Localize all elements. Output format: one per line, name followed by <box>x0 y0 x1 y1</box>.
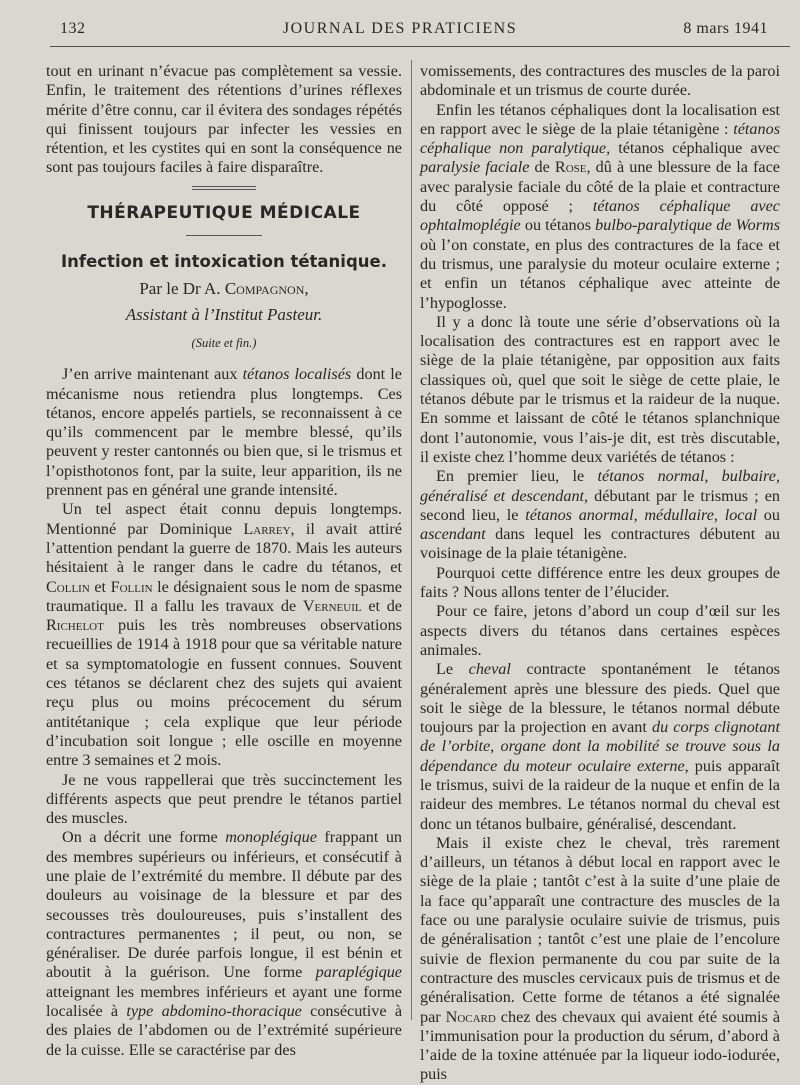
paragraph-r6: Pour ce faire, jetons d’abord un coup d’œil sur les aspects divers du tétanos dans certaines espèces animales. <box>420 602 780 659</box>
author-name: Compagnon, <box>224 279 309 299</box>
paragraph-r2: Enfin les tétanos céphaliques dont la localisation est en rapport avec le siège de la plaie tétanigène : tétanos céphalique non paralytique, tétanos céphalique avec paralysie faciale de Rose, dû à une blessure de la face avec paralysie faciale du côté de la plaie et contracture du côté opposé ; tétanos céphalique avec ophtalmoplégie ou tétanos bulbo-paralytique de Worms où l’on constate, en plus des contractures de la face et du trismus, une paralysie du moteur oculaire externe ; et enfin un tétanos céphalique avec atteinte de l’hypoglosse. <box>420 100 780 312</box>
header-rule <box>50 46 790 47</box>
paragraph-2: Un tel aspect était connu depuis longtemps. Mentionné par Dominique Larrey, il avait attiré l’attention pendant la guerre de 1870. Mais les auteurs hésitaient à le ranger dans le cadre du tétanos, et Collin et Follin le désignaient sous le nom de spasme traumatique. Il a fallu les travaux de Verneuil et de Richelot puis les très nombreuses observations recueillies de 1914 à 1918 pour que sa véritable nature et sa symptomatologie en fussent connues. Souvent ces tétanos se déclarent chez des sujets qui avaient reçu plus ou moins précocement du sérum antitétanique ; cela explique que leur période d’incubation soit longue ; elle oscille en moyenne entre 3 semaines et 2 mois. <box>46 500 402 770</box>
issue-date: 8 mars 1941 <box>683 20 768 37</box>
right-column <box>420 62 780 1085</box>
continuation-note: (Suite et fin.) <box>191 335 257 350</box>
paragraph-1: J’en arrive maintenant aux tétanos localisés dont le mécanisme nous retiendra plus longtemps. Ces tétanos, encore appelés partiels, se reconnaissent à ce qu’ils commencent par le membre blessé, qu’ils peuvent y rester cantonnés ou bien que, si le trismus et l’opisthotonos font, par la suite, leur apparition, ils ne prennent pas en général une grande intensité. <box>46 365 402 500</box>
paragraph-r7: Le cheval contracte spontanément le tétanos généralement après une blessure des pieds. Quel que soit le siège de la blessure, le tétanos normal débute toujours par la projection en avant du corps clignotant de l’orbite, organe dont la mobilité se trouve sous la dépendance du moteur oculaire externe, puis apparaît le trismus, suivi de la raideur de la nuque et enfin de la raideur des membres. Le tétanos normal du cheval est donc un tétanos bulbaire, généralisé, descendant. <box>420 660 780 833</box>
byline <box>46 279 402 298</box>
title-rule <box>186 235 262 236</box>
separator-rule <box>192 186 256 190</box>
page-number: 132 <box>60 20 86 37</box>
article-title: Infection et intoxication tétanique. <box>61 252 387 272</box>
paragraph-r3: Il y a donc là toute une série d’observations où la localisation des contractures est en rapport avec le siège de la plaie tétanigène, par opposition aux faits classiques où, quel que soit le siège de cette plaie, le tétanos débute par le trismus et la raideur de la nuque. En somme et laissant de côté le tétanos splanchnique dont l’autonomie, vous l’ais-je dit, est très discutable, il existe chez l’homme deux variétés de tétanos : <box>420 312 780 466</box>
left-column <box>46 62 402 1060</box>
paragraph-r1: vomissements, des contractures des muscles de la paroi abdominale et un trismus de courte durée. <box>420 62 780 100</box>
author-affiliation: Assistant à l’Institut Pasteur. <box>125 304 323 324</box>
paragraph-r5: Pourquoi cette différence entre les deux groupes de faits ? Nous allons tenter de l’élucider. <box>420 563 780 602</box>
byline-prefix: Par le Dr A. <box>139 279 221 299</box>
paragraph-r4: En premier lieu, le tétanos normal, bulbaire, généralisé et descendant, débutant par le trismus ; en second lieu, le tétanos anormal, médullaire, local ou ascendant dans lequel les contractures débutent au voisinage de la plaie tétanigène. <box>420 467 780 563</box>
journal-title: JOURNAL DES PRATICIENS <box>282 20 518 37</box>
paragraph-3: Je ne vous rappellerai que très succinctement les différents aspects que peut prendre le tétanos partiel des muscles. <box>46 770 402 828</box>
paragraph-4: On a décrit une forme monoplégique frappant un des membres supérieurs ou inférieurs, et consécutif à une plaie de l’extrémité du membre. Il débute par des douleurs au voisinage de la blessure et par des secousses très douloureuses, puis s’installent des contractures permanentes ; il peut, ou non, se généraliser. De durée parfois longue, il est bénin et aboutit à la guérison. Une forme paraplégique atteignant les membres inférieurs et ayant une forme localisée à type abdomino-thoracique consécutive à des plaies de l’abdomen ou de l’extrémité supérieure de la cuisse. Elle se caractérise par des <box>46 828 403 1059</box>
page-header <box>0 16 800 44</box>
column-divider <box>411 60 412 1020</box>
intro-paragraph: tout en urinant n’évacue pas complètement sa vessie. Enfin, le traitement des rétentions d’urines réflexes mérite d’être connu, car il évitera des sondages répétés qui finissent toujours par infecter les vessies en rétention, et les cystites qui en sont la conséquence ne sont pas toujours faciles à faire disparaître. <box>46 62 402 177</box>
section-title: THÉRAPEUTIQUE MÉDICALE <box>87 202 361 223</box>
paragraph-r8: Mais il existe chez le cheval, très rarement d’ailleurs, un tétanos à début local en rapport avec le siège de la plaie ; tantôt c’est à la suite d’une plaie de la face qu’apparaît une contracture des muscles de la face ou une paralysie oculaire suivie de trismus, puis de généralisation ; tantôt c’est une plaie de l’encolure suivie de flexion permanente du cou par suite de la contracture des muscles cervicaux puis de trismus et de généralisation. Cette forme de tétanos a été signalée par Nocard chez des chevaux qui avaient été soumis à l’immunisation pour la production du sérum, d’abord à l’aide de la toxine atténuée par la liqueur iodo-iodurée, puis <box>420 833 781 1084</box>
